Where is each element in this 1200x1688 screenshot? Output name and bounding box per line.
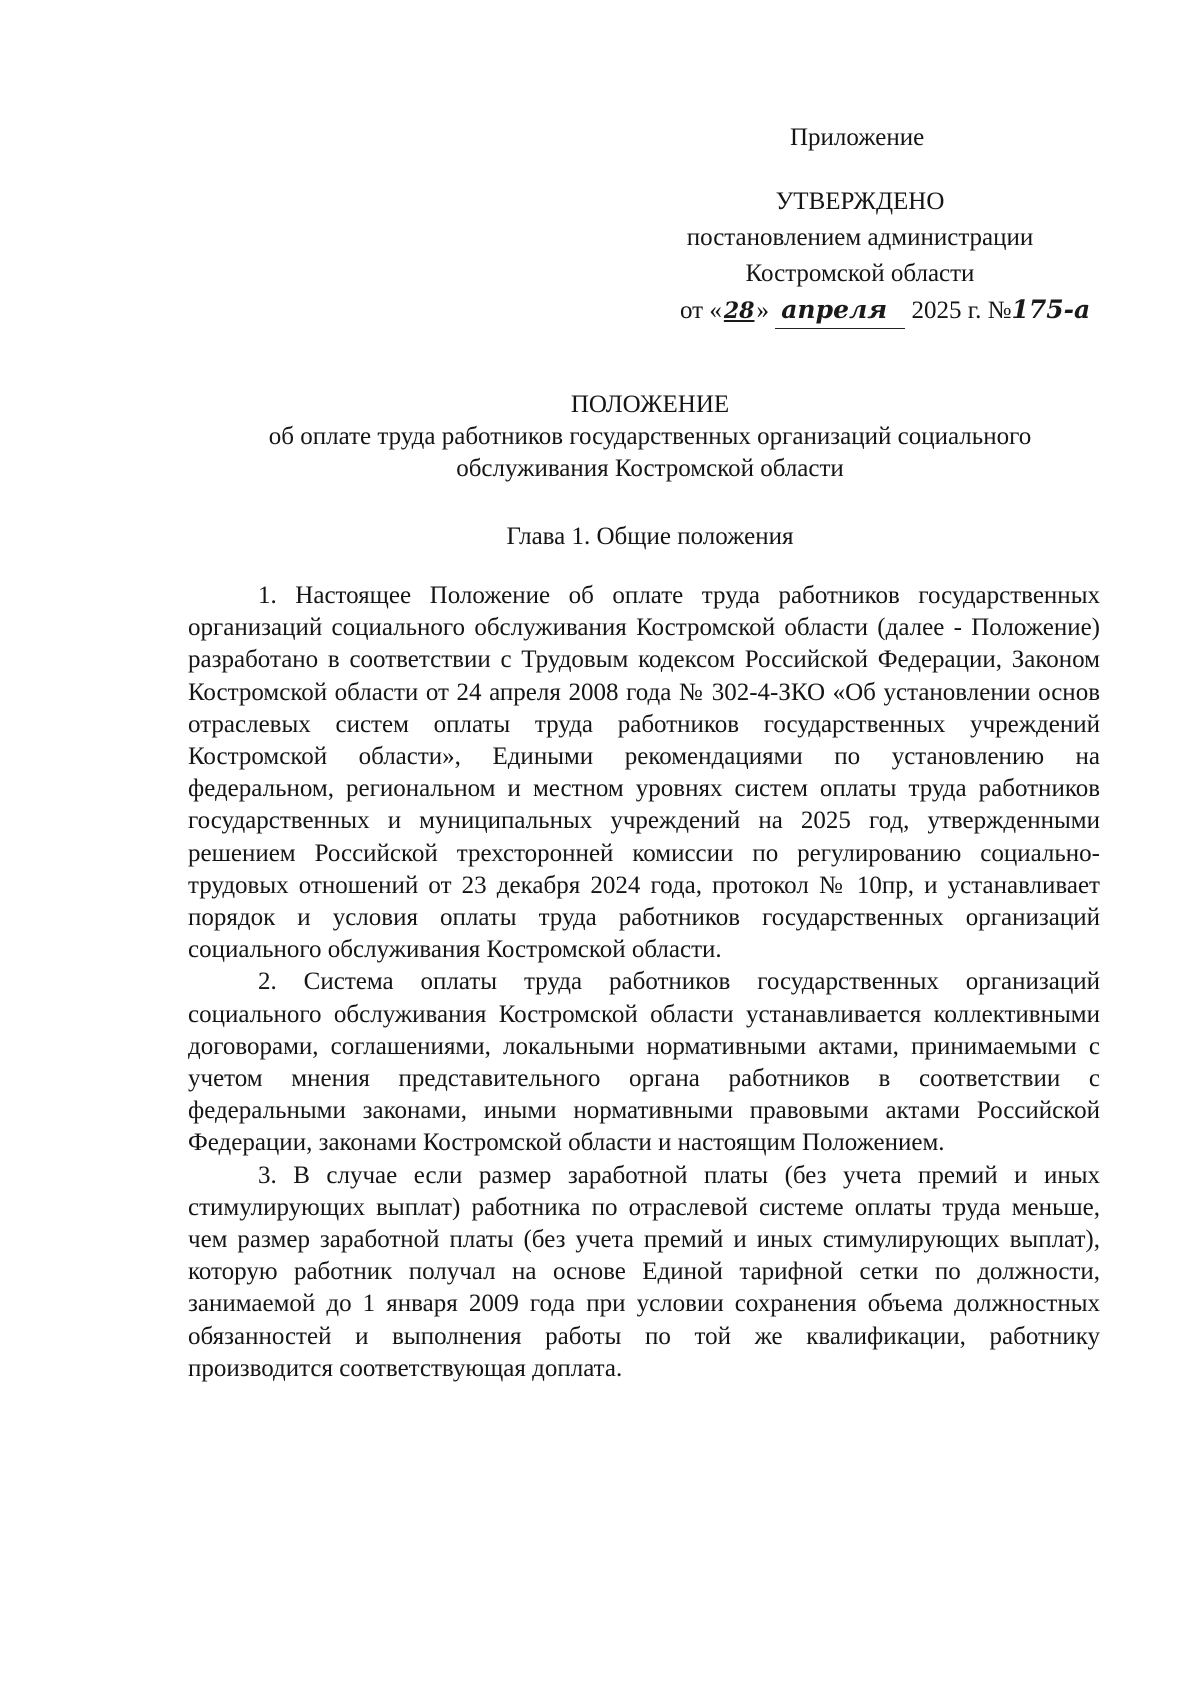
handwritten-month: апреля <box>775 292 905 329</box>
handwritten-number: 175-а <box>1011 295 1091 324</box>
paragraph-1: 1. Настоящее Положение об оплате труда работников государственных организаций социального обслуживания Костромской области (далее - Положение) разработано в соответствии с Трудовым кодексом Российской Федерации, Законом Костромской области от 24 апреля 2008 года № 302-4-ЗКО «Об установлении основ отраслевых систем оплаты труда работников государственных учреждений Костромской области», Едиными рекомендациями по установлению на федеральном, региональном и местном уровнях систем оплаты труда работников государственных и муниципальных учреждений на 2025 год, утвержденными решением Российской трехсторонней комиссии по регулированию социально-трудовых отношений от 23 декабря 2024 года, протокол № 10пр, и устанавливает порядок и условия оплаты труда работников государственных организаций социального обслуживания Костромской области. <box>188 582 1100 964</box>
document-title <box>160 389 1140 485</box>
chapter-heading: Глава 1. Общие положения <box>506 523 794 550</box>
approved-by-line2: Костромской области <box>745 260 975 287</box>
paragraph-3: 3. В случае если размер заработной платы (без учета премий и иных стимулирующих выплат) работника по отраслевой системе оплаты труда меньше, чем размер заработной платы (без учета премий и иных стимулирующих выплат), которую работник получал на основе Единой тарифной сетки по должности, занимаемой до 1 января 2009 года при условии сохранения объема должностных обязанностей и выполнения работы по той же квалификации, работнику производится соответствующая доплата. <box>188 1161 1100 1382</box>
title-line3: обслуживания Костромской области <box>456 455 844 482</box>
date-year: 2025 г. № <box>911 297 1012 324</box>
title-line2: об оплате труда работников государственных организаций социального <box>268 423 1032 450</box>
document-body <box>188 580 1100 1385</box>
approved-label: УТВЕРЖДЕНО <box>775 188 945 215</box>
date-quote-close: » <box>756 297 769 324</box>
approved-by-line1: постановлением администрации <box>686 224 1034 251</box>
handwritten-day: 28 <box>723 298 755 324</box>
date-prefix: от « <box>680 297 722 324</box>
approval-block <box>640 184 1080 292</box>
approval-date-line <box>680 292 1104 329</box>
title-heading: ПОЛОЖЕНИЕ <box>570 391 730 418</box>
paragraph-2: 2. Система оплаты труда работников государственных организаций социального обслуживания Костромской области устанавливается коллективными договорами, соглашениями, локальными нормативными актами, принимаемыми с учетом мнения представительного органа работников в соответствии с федеральными законами, иными нормативными правовыми актами Российской Федерации, законами Костромской области и настоящим Положением. <box>188 968 1100 1157</box>
annex-label: Приложение <box>790 124 925 151</box>
